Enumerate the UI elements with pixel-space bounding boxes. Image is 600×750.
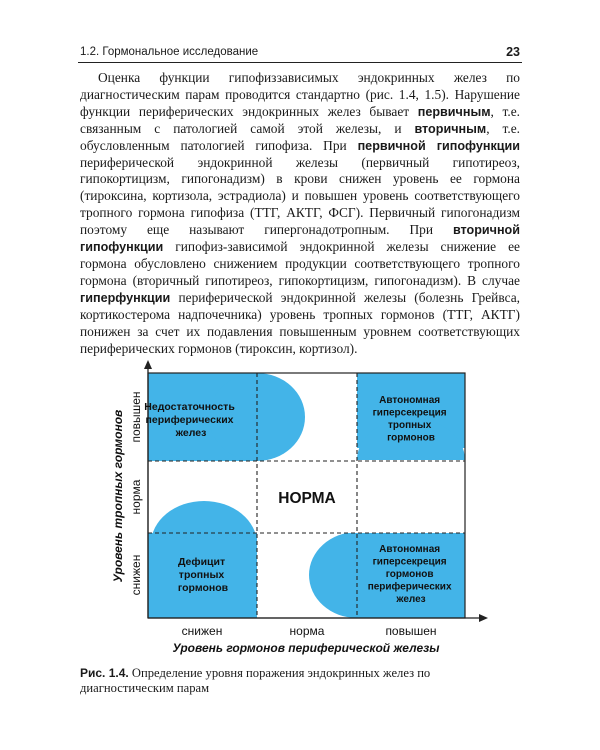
term-secondary-hypofunction: вторичной гипофункции (80, 223, 520, 255)
label-line: Автономная (379, 395, 441, 406)
label-line: гормонов (177, 582, 229, 594)
x-tick-low: снижен (181, 624, 223, 638)
section-title: 1.2. Гормональное исследование (80, 46, 259, 58)
term-hyperfunction: гиперфункции (80, 290, 171, 305)
label-line: тропных (178, 569, 225, 581)
label-line: желез (175, 427, 207, 439)
label-line: Автономная (379, 544, 441, 555)
y-tick-norm: норма (129, 479, 143, 515)
term-primary-hypofunction: первичной гипофункции (357, 138, 521, 153)
y-tick-low: снижен (129, 554, 143, 596)
label-line: гормонов (387, 432, 435, 444)
x-tick-labels (182, 624, 437, 638)
cell-center-label: НОРМА (278, 490, 336, 507)
x-axis-label: Уровень гормонов периферической железы (172, 641, 440, 655)
label-line: периферических (367, 581, 452, 593)
text-span: , т.е. связанным с патологией самой этой железы, и (80, 103, 520, 136)
label-line: тропных (387, 420, 432, 431)
label-line: Недостаточность (144, 401, 235, 413)
figure-caption (80, 666, 520, 696)
y-tick-labels (129, 391, 143, 595)
caption-label: Рис. 1.4. (80, 666, 129, 680)
cell-bottom-left-label (178, 556, 229, 594)
label-line: желез (396, 594, 426, 605)
diagnostic-diagram (80, 360, 520, 660)
term-primary: первичным (417, 104, 491, 119)
label-line: гиперсекреция (372, 556, 447, 568)
x-tick-high: повышен (385, 624, 437, 638)
x-axis-arrow-icon (479, 614, 488, 622)
label-line: Дефицит (177, 556, 226, 568)
text-span: Оценка функции гипофиззависимых эндокринных желез по диагностическим парам проводится стандартно (рис. 1.4, 1.5). Нарушение функции периферических эндокринных желез бывает (80, 70, 520, 119)
text-span: гипофиз-зависимой эндокринной железы снижение ее гормона обусловлено снижением продукции соответствующего тропного гормона (вторичный гипотиреоз, гипокортицизм, гипогонадизм). В случае (80, 239, 520, 288)
y-tick-high: повышен (129, 391, 143, 443)
y-axis-label: Уровень тропных гормонов (111, 409, 125, 583)
text-span: , т.е. обусловленным патологией гипофиза. При (80, 120, 520, 153)
label-line: гиперсекреция (372, 407, 447, 419)
caption-text: Определение уровня поражения эндокринных желез по диагностическим парам (80, 666, 431, 695)
body-paragraph (80, 70, 520, 357)
x-tick-norm: норма (289, 624, 325, 638)
page-number: 23 (506, 45, 520, 59)
term-secondary: вторичным (414, 121, 487, 136)
text-span: периферической эндокринной железы (болезнь Грейвса, кортикостерома надпочечника) уровень тропных гормонов (ТТГ, АКТГ) понижен за счет их подавления повышенным уровнем соответствующих периферических гормонов (тироксин, кортизол). (80, 289, 520, 356)
label-line: гормонов (385, 569, 434, 580)
running-header (78, 46, 522, 63)
label-line: периферических (145, 414, 234, 426)
y-axis-arrow-icon (144, 360, 152, 369)
text-span: периферической эндокринной железы (первичный гипотиреоз, гипокортицизм, гипогонадизм) в крови снижен уровень ее гормона (тироксина, кортизола, эстрадиола) и повышен уровень соответствующего тропного гормона гипофиза (ТТГ, АКТГ, ФСГ). Первичный гипогонадизм поэтому еще называют гипергонадотропным. При (80, 154, 520, 238)
paragraph-1 (80, 70, 520, 357)
